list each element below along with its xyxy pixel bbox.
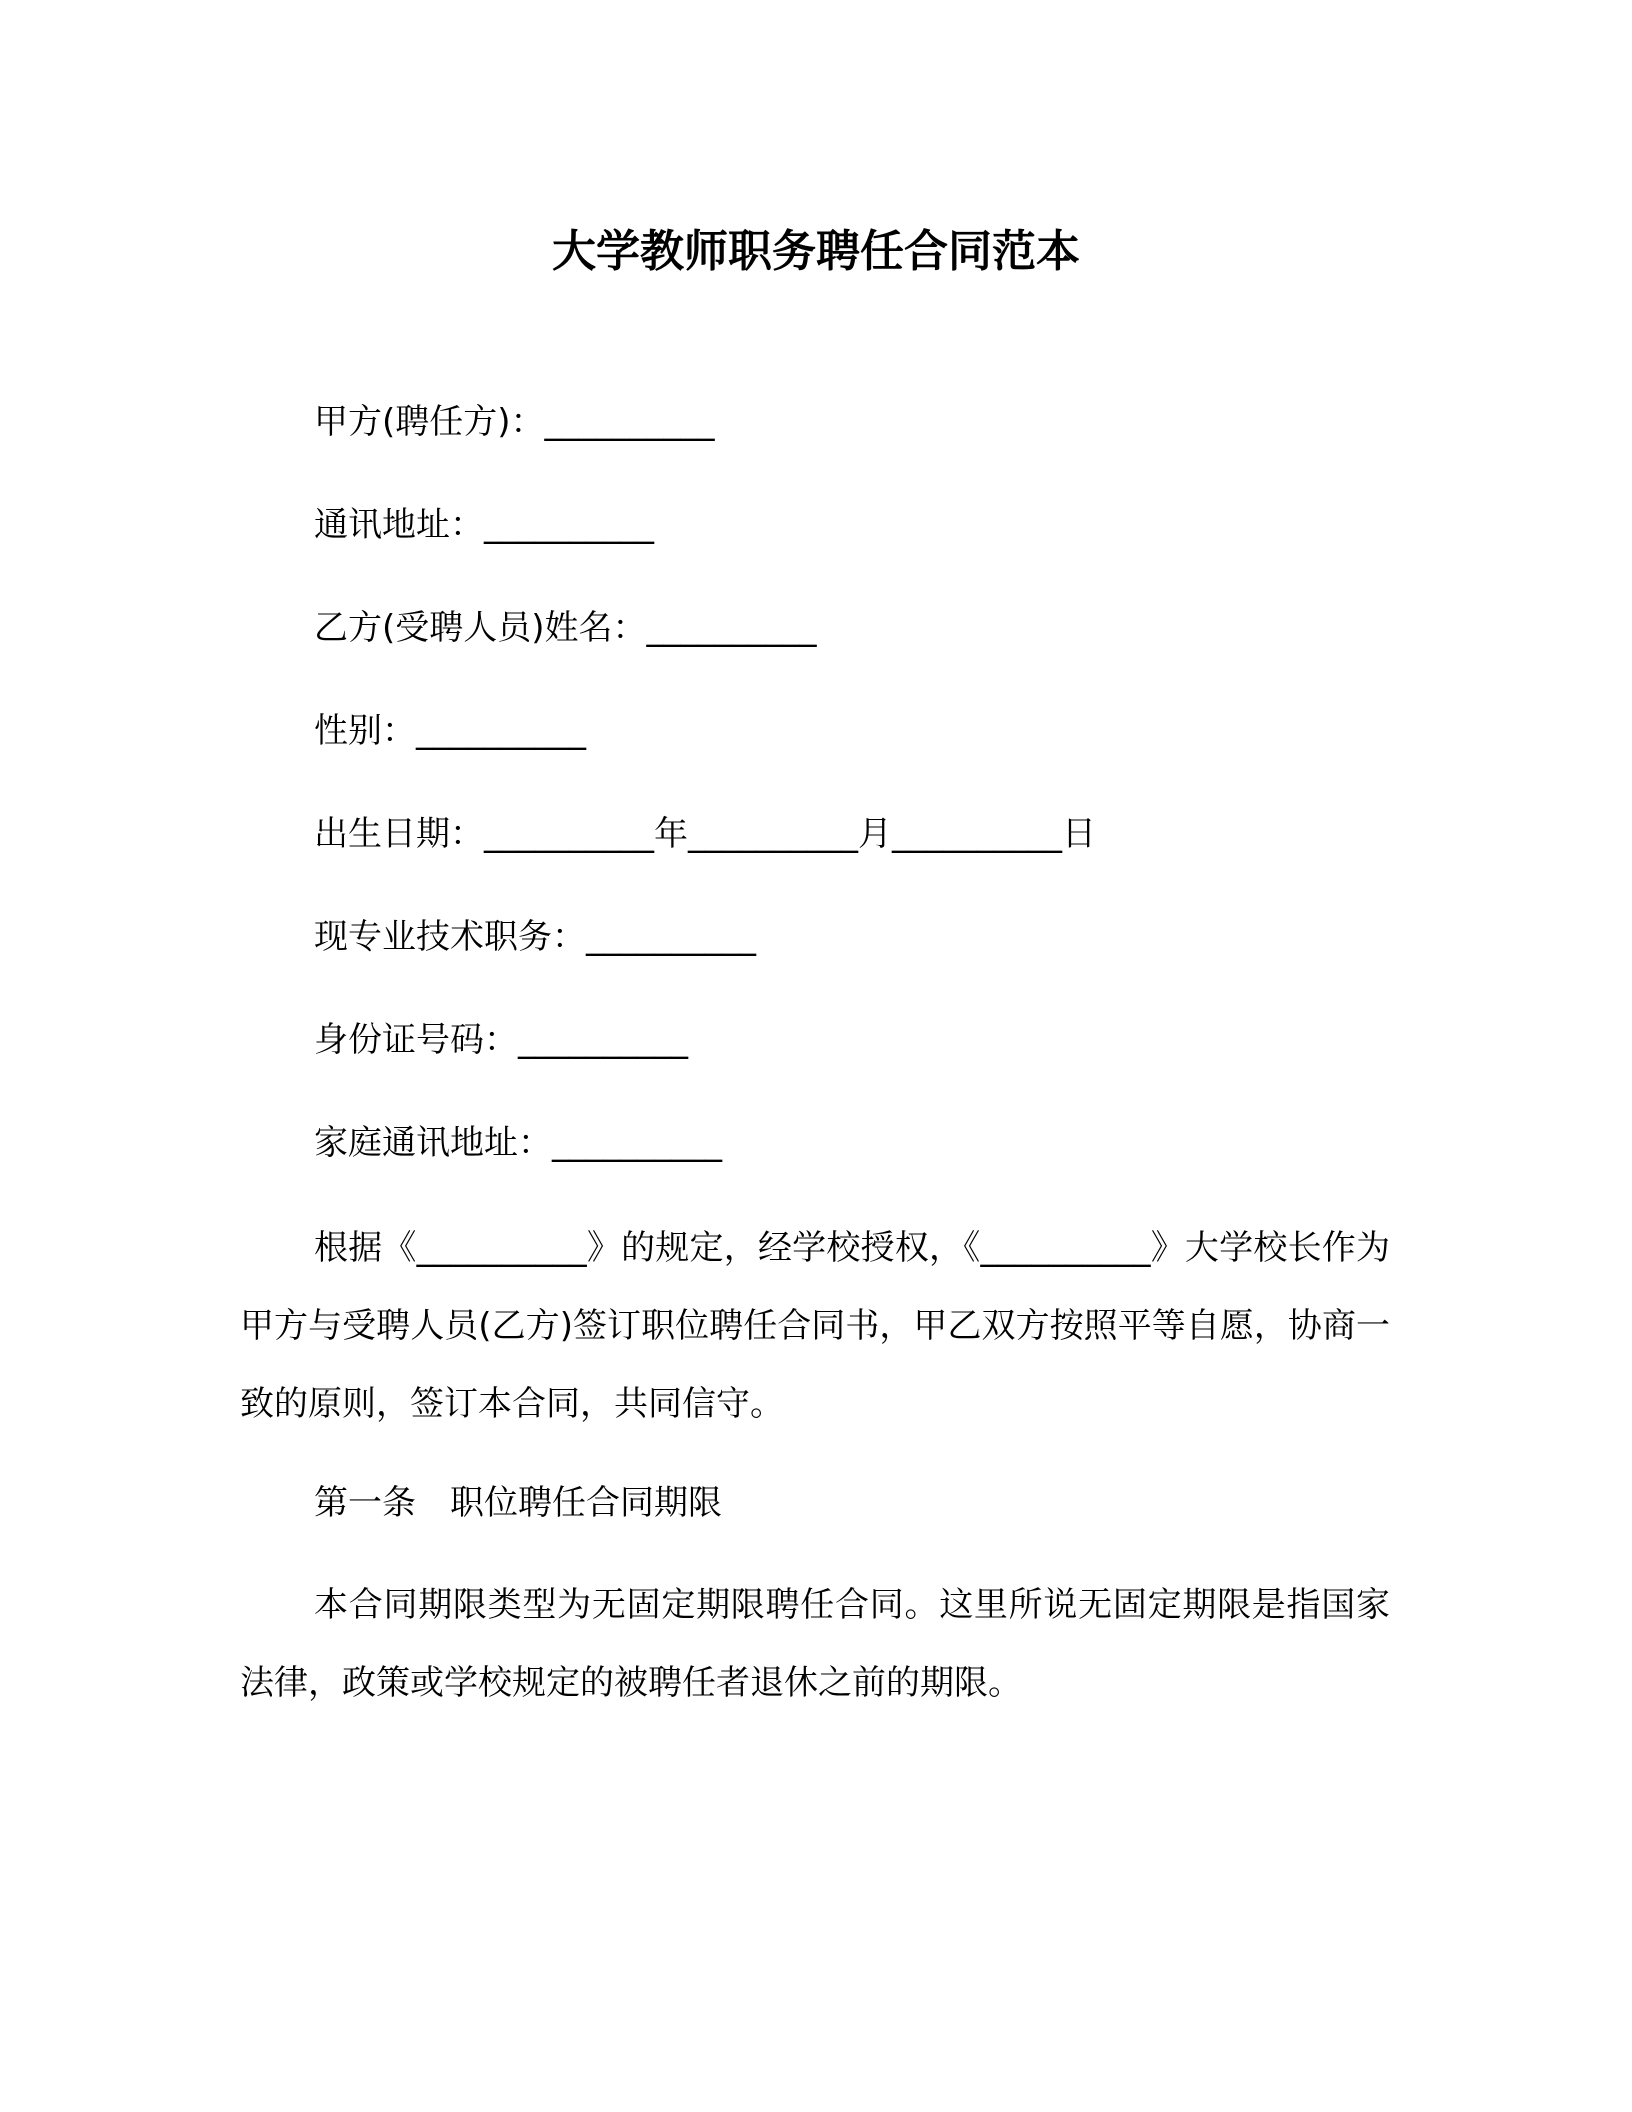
field-birth-date: 出生日期：__________年__________月__________日: [314, 814, 1096, 854]
field-current-title: 现专业技术职务：__________: [314, 917, 756, 957]
field-home-address: 家庭通讯地址：__________: [314, 1123, 722, 1163]
article-1-body: 本合同期限类型为无固定期限聘任合同。这里所说无固定期限是指国家法律，政策或学校规定的被聘任者退休之前的期限。: [240, 1585, 1390, 1703]
field-party-b-name: 乙方(受聘人员)姓名：__________: [314, 608, 817, 648]
field-id-number: 身份证号码：__________: [314, 1020, 688, 1060]
field-gender: 性别：__________: [314, 711, 586, 751]
intro-paragraph: 根据《__________》的规定，经学校授权，《__________》大学校长作为甲方与受聘人员(乙方)签订职位聘任合同书，甲乙双方按照平等自愿，协商一致的原则，签订本合同，共同信守。: [240, 1228, 1390, 1424]
article-1-heading: 第一条 职位聘任合同期限: [314, 1483, 722, 1523]
field-party-a: 甲方(聘任方)：__________: [314, 402, 715, 442]
document-title: 大学教师职务聘任合同范本: [552, 226, 1080, 277]
field-address: 通讯地址：__________: [314, 505, 654, 545]
